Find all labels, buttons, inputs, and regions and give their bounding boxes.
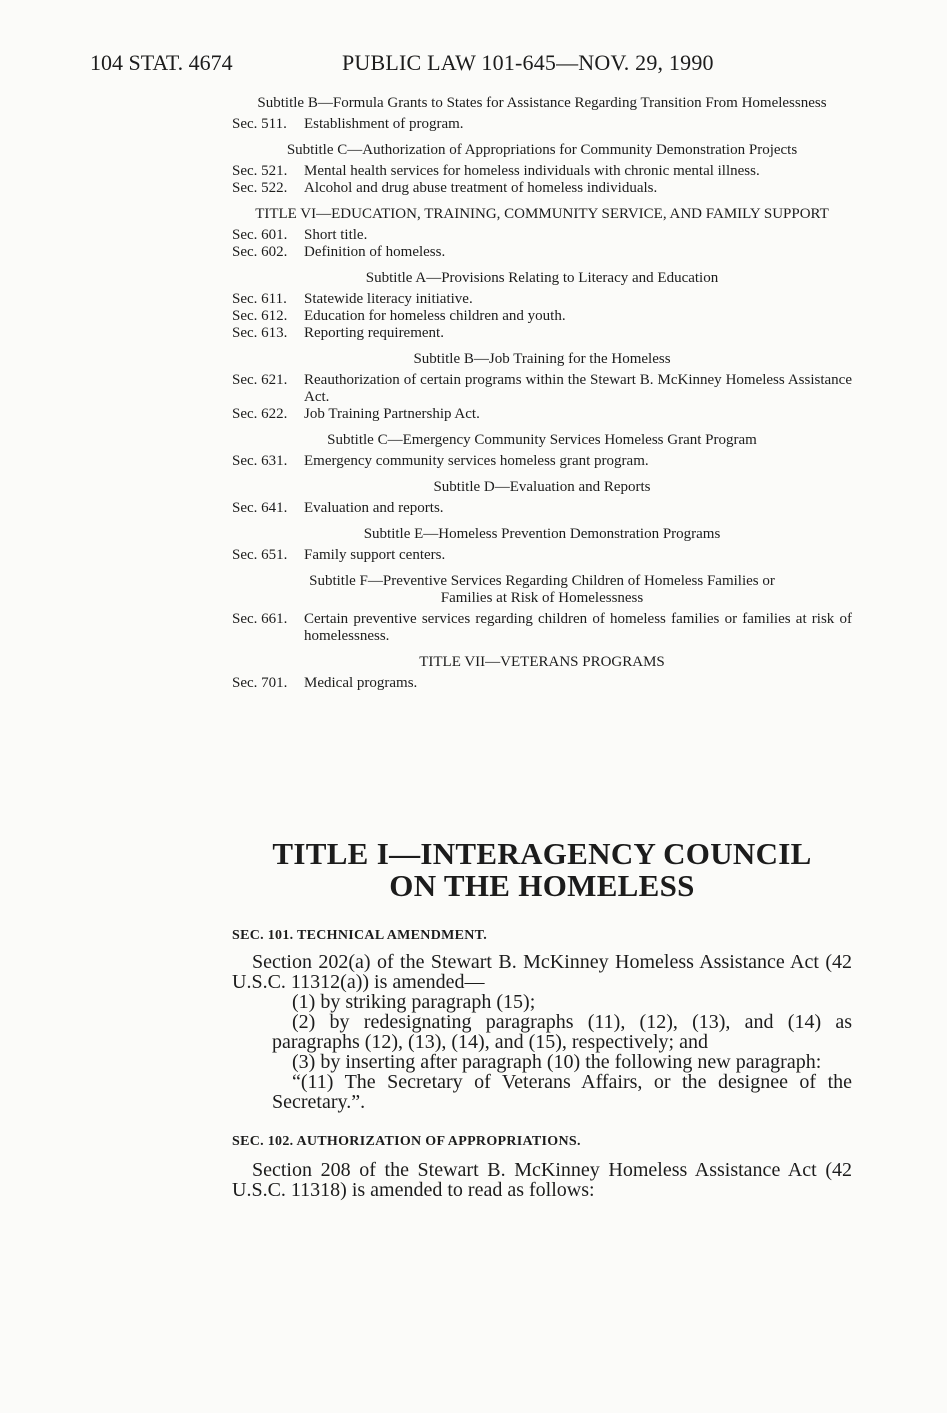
toc-section-title: Reauthorization of certain programs within the Stewart B. McKinney Homeless Assistance Act. (304, 372, 852, 405)
toc-section (232, 406, 852, 423)
toc-section (232, 180, 852, 197)
toc-section-title: Certain preventive services regarding children of homeless families or families at risk of homelessness. (304, 611, 852, 644)
toc-section-number: Sec. 613. (232, 325, 288, 341)
toc-group (232, 432, 852, 470)
toc-section-number: Sec. 611. (232, 291, 287, 307)
amendment-paragraph: (1) by striking paragraph (15); (292, 991, 536, 1013)
toc-section-title: Mental health services for homeless individuals with chronic mental illness. (304, 163, 760, 179)
toc-section-title: Medical programs. (304, 675, 418, 691)
toc-section-number: Sec. 521. (232, 163, 288, 179)
toc-title-vii: TITLE VII—VETERANS PROGRAMS (419, 654, 665, 670)
inserted-paragraph: “(11) The Secretary of Veterans Affairs, or the designee of the Secretary.”. (272, 1071, 852, 1113)
toc-group (232, 526, 852, 564)
toc-subtitle: Subtitle D—Evaluation and Reports (433, 479, 651, 495)
table-of-contents (232, 95, 852, 701)
toc-group (232, 351, 852, 423)
toc-group (232, 142, 852, 197)
toc-section-number: Sec. 621. (232, 372, 288, 388)
toc-section (232, 227, 852, 244)
toc-group (232, 573, 852, 645)
toc-section-number: Sec. 601. (232, 227, 288, 243)
public-law-citation: PUBLIC LAW 101-645—NOV. 29, 1990 (342, 50, 714, 75)
toc-group (232, 479, 852, 517)
toc-subtitle: Subtitle E—Homeless Prevention Demonstration Programs (363, 526, 721, 542)
toc-section-number: Sec. 701. (232, 675, 288, 691)
toc-section-number: Sec. 612. (232, 308, 288, 324)
toc-group (232, 95, 852, 133)
toc-section-number: Sec. 522. (232, 180, 288, 196)
toc-section-title: Reporting requirement. (304, 325, 444, 341)
toc-section (232, 116, 852, 133)
toc-section (232, 372, 852, 406)
toc-section (232, 291, 852, 308)
toc-section-title: Education for homeless children and youth. (304, 308, 566, 324)
toc-section (232, 308, 852, 325)
section-102-body (232, 1160, 852, 1200)
toc-section-title: Statewide literacy initiative. (304, 291, 473, 307)
toc-section-title: Evaluation and reports. (304, 500, 444, 516)
toc-section (232, 163, 852, 180)
toc-group (232, 270, 852, 342)
toc-section-title: Alcohol and drug abuse treatment of homeless individuals. (304, 180, 658, 196)
toc-section-title: Short title. (304, 227, 368, 243)
amendment-paragraph: (3) by inserting after paragraph (10) the following new paragraph: (292, 1051, 822, 1073)
toc-section (232, 325, 852, 342)
toc-subtitle: Subtitle C—Emergency Community Services Homeless Grant Program (327, 432, 757, 448)
toc-section-title: Emergency community services homeless grant program. (304, 453, 649, 469)
toc-section (232, 244, 852, 261)
toc-section-number: Sec. 511. (232, 116, 287, 132)
section-101-heading: SEC. 101. TECHNICAL AMENDMENT. (232, 928, 488, 943)
section-101-body (232, 952, 852, 1112)
toc-section (232, 675, 852, 692)
toc-section (232, 547, 852, 564)
section-102-heading: SEC. 102. AUTHORIZATION OF APPROPRIATIONS. (232, 1134, 581, 1149)
amendment-paragraph: (2) by redesignating paragraphs (11), (12), (13), and (14) as paragraphs (12), (13), (14), and (15), respectively; and (272, 1011, 852, 1053)
stat-page-number: 104 STAT. 4674 (90, 50, 233, 75)
page-header (90, 50, 850, 82)
toc-section-title: Job Training Partnership Act. (304, 406, 480, 422)
toc-subtitle: Subtitle B—Formula Grants to States for Assistance Regarding Transition From Homelessness (257, 95, 827, 111)
toc-subtitle: Subtitle A—Provisions Relating to Literacy and Education (365, 270, 719, 286)
toc-section-title: Family support centers. (304, 547, 446, 563)
toc-group (232, 206, 852, 261)
toc-section-number: Sec. 631. (232, 453, 288, 469)
toc-section (232, 611, 852, 645)
section-101-intro: Section 202(a) of the Stewart B. McKinney Homeless Assistance Act (42 U.S.C. 11312(a)) is amended— (232, 951, 852, 993)
toc-section-number: Sec. 641. (232, 500, 288, 516)
title-i-heading: TITLE I—INTERAGENCY COUNCIL ON THE HOMELESS (272, 836, 812, 903)
toc-section-title: Establishment of program. (304, 116, 464, 132)
toc-group (232, 654, 852, 692)
toc-section-number: Sec. 661. (232, 611, 288, 627)
toc-section (232, 453, 852, 470)
toc-section-number: Sec. 602. (232, 244, 288, 260)
toc-section-number: Sec. 651. (232, 547, 288, 563)
toc-subtitle: Subtitle C—Authorization of Appropriations for Community Demonstration Projects (286, 142, 798, 158)
toc-section-title: Definition of homeless. (304, 244, 446, 260)
toc-subtitle: Subtitle B—Job Training for the Homeless (413, 351, 671, 367)
toc-section (232, 500, 852, 517)
toc-subtitle: Subtitle F—Preventive Services Regarding Children of Homeless Families or Families at Risk of Homelessness (309, 573, 775, 606)
section-102-intro: Section 208 of the Stewart B. McKinney Homeless Assistance Act (42 U.S.C. 11318) is amended to read as follows: (232, 1159, 852, 1201)
toc-section-number: Sec. 622. (232, 406, 288, 422)
toc-title-vi: TITLE VI—EDUCATION, TRAINING, COMMUNITY SERVICE, AND FAMILY SUPPORT (255, 206, 829, 222)
